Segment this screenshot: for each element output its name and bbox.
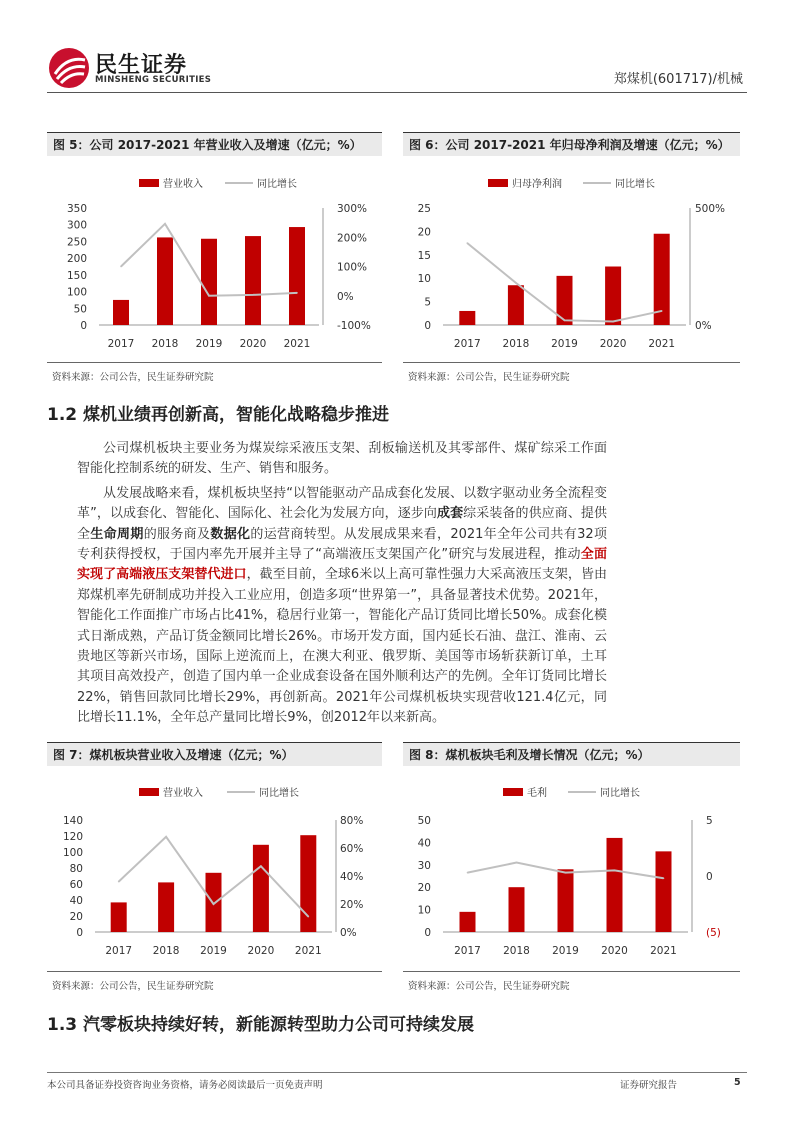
legend-bar-swatch bbox=[503, 788, 523, 796]
legend-line-label: 同比增长 bbox=[257, 179, 297, 190]
legend-bar-label: 毛利 bbox=[527, 788, 547, 799]
left-tick-label: 250 bbox=[66, 236, 87, 249]
fig5-title: 图 5：公司 2017-2021 年营业收入及增速（亿元；%） bbox=[47, 132, 382, 156]
legend-bar-swatch bbox=[139, 179, 159, 187]
growth-point-2017 bbox=[467, 872, 469, 874]
p2-bold-3: 数据化 bbox=[210, 526, 251, 542]
growth-point-2021 bbox=[663, 877, 665, 879]
left-tick-label: 20 bbox=[69, 911, 83, 923]
paragraph-1: 公司煤机板块主要业务为煤炭综采液压支架、刮板输送机及其零部件、煤矿综采工作面智能化控制系统的研发、生产、销售和服务。 bbox=[77, 441, 607, 477]
growth-point-2020 bbox=[260, 865, 262, 867]
growth-point-2017 bbox=[467, 242, 469, 244]
x-tick-label: 2021 bbox=[294, 945, 322, 957]
left-tick-label: 300 bbox=[66, 219, 87, 232]
bar-2018 bbox=[508, 285, 524, 325]
p2-text-c: 综采装备的供应商、提供全 bbox=[77, 506, 607, 542]
legend-bar-label: 归母净利润 bbox=[512, 179, 562, 190]
x-tick-label: 2020 bbox=[239, 338, 267, 350]
right-tick-label: 60% bbox=[340, 843, 364, 855]
x-tick-label: 2017 bbox=[107, 338, 135, 350]
bar-2020 bbox=[605, 267, 621, 326]
right-tick-label: 0% bbox=[695, 320, 712, 332]
left-tick-label: 10 bbox=[417, 904, 431, 917]
x-tick-label: 2021 bbox=[283, 338, 311, 350]
x-tick-label: 2019 bbox=[200, 945, 227, 957]
left-tick-label: 25 bbox=[417, 203, 431, 215]
logo-en: MINSHENG SECURITIES bbox=[95, 75, 212, 85]
right-tick-label: 0 bbox=[706, 871, 713, 883]
x-tick-label: 2017 bbox=[105, 945, 133, 957]
left-tick-label: 40 bbox=[69, 895, 83, 907]
x-tick-label: 2018 bbox=[503, 945, 530, 957]
growth-point-2020 bbox=[614, 870, 616, 872]
fig8-title: 图 8：煤机板块毛利及增长情况（亿元；%） bbox=[403, 742, 740, 766]
right-tick-label: 20% bbox=[340, 899, 364, 911]
left-tick-label: 150 bbox=[66, 269, 87, 282]
growth-point-2018 bbox=[516, 862, 518, 864]
section-1-2-title: 1.2 煤机业绩再创新高，智能化战略稳步推进 bbox=[47, 405, 390, 425]
bar-2018 bbox=[158, 882, 174, 932]
body-text bbox=[77, 439, 607, 733]
fig6-source-divider bbox=[403, 362, 740, 363]
right-tick-label: 200% bbox=[337, 232, 368, 245]
left-tick-label: 200 bbox=[66, 253, 87, 266]
fig7-title: 图 7：煤机板块营业收入及增速（亿元；%） bbox=[47, 742, 382, 766]
right-tick-label: 5 bbox=[706, 815, 713, 827]
right-tick-label: 0% bbox=[337, 290, 354, 303]
bar-2019 bbox=[558, 869, 574, 932]
bar-2020 bbox=[253, 845, 269, 932]
x-tick-label: 2017 bbox=[454, 945, 481, 957]
fig7-source: 资料来源：公司公告，民生证券研究院 bbox=[52, 981, 214, 992]
growth-point-2019 bbox=[564, 320, 566, 322]
x-tick-label: 2019 bbox=[195, 338, 223, 350]
logo-cn: 民生证券 bbox=[95, 53, 188, 78]
left-tick-label: 120 bbox=[62, 831, 83, 843]
growth-point-2017 bbox=[120, 266, 122, 268]
stock-code: 郑煤机(601717)/机械 bbox=[613, 72, 743, 87]
right-tick-label: (5) bbox=[706, 927, 721, 939]
left-tick-label: 100 bbox=[66, 286, 87, 299]
bar-2020 bbox=[607, 838, 623, 932]
fig6-title: 图 6：公司 2017-2021 年归母净利润及增速（亿元；%） bbox=[403, 132, 740, 156]
bar-2021 bbox=[289, 227, 305, 325]
growth-point-2019 bbox=[208, 295, 210, 297]
left-tick-label: 0 bbox=[424, 320, 431, 332]
fig5-source: 资料来源：公司公告，民生证券研究院 bbox=[52, 372, 214, 383]
fig5-source-divider bbox=[47, 362, 382, 363]
growth-point-2021 bbox=[308, 916, 310, 918]
x-tick-label: 2019 bbox=[552, 945, 579, 957]
growth-point-2020 bbox=[252, 294, 254, 296]
footer-report-type: 证券研究报告 bbox=[620, 1080, 678, 1091]
growth-point-2017 bbox=[118, 881, 120, 883]
x-tick-label: 2020 bbox=[599, 338, 627, 350]
section-1-3-title: 1.3 汽零板块持续好转，新能源转型助力公司可持续发展 bbox=[47, 1015, 475, 1035]
left-tick-label: 50 bbox=[417, 815, 431, 827]
right-tick-label: -100% bbox=[337, 320, 371, 332]
fig7-chart bbox=[47, 774, 382, 969]
bar-2017 bbox=[113, 300, 129, 325]
legend-bar-label: 营业收入 bbox=[163, 788, 203, 799]
growth-point-2019 bbox=[565, 872, 567, 874]
fig8-source-divider bbox=[403, 971, 740, 972]
bar-2017 bbox=[111, 902, 127, 932]
legend-bar-label: 营业收入 bbox=[163, 179, 203, 190]
legend-line-label: 同比增长 bbox=[615, 179, 655, 190]
right-tick-label: 0% bbox=[340, 927, 357, 939]
left-tick-label: 140 bbox=[62, 815, 83, 827]
p2-text-e: 的运营商转型。从发展成果来看，2021年全年公司共有32项专利获得授权，于国内率先开展并主导了“高端液压支架国产化”研究与发展进程，推动 bbox=[77, 526, 607, 563]
x-tick-label: 2020 bbox=[247, 945, 275, 957]
x-tick-label: 2021 bbox=[648, 338, 676, 350]
x-tick-label: 2018 bbox=[152, 945, 180, 957]
paragraph-2 bbox=[77, 484, 607, 729]
right-tick-label: 500% bbox=[695, 203, 726, 215]
legend-bar-swatch bbox=[488, 179, 508, 187]
p2-highlight: 全面实现了高端液压支架替代进口 bbox=[77, 547, 607, 583]
fig7-source-divider bbox=[47, 971, 382, 972]
fig5-chart bbox=[47, 165, 382, 360]
bar-2021 bbox=[656, 851, 672, 932]
logo bbox=[47, 46, 217, 90]
left-tick-label: 15 bbox=[417, 249, 431, 262]
bar-2017 bbox=[459, 311, 475, 325]
logo-mark-icon bbox=[47, 46, 91, 90]
left-tick-label: 100 bbox=[62, 847, 83, 859]
x-tick-label: 2020 bbox=[601, 945, 628, 957]
x-tick-label: 2019 bbox=[551, 338, 578, 350]
legend-line-label: 同比增长 bbox=[259, 788, 299, 799]
left-tick-label: 80 bbox=[69, 863, 83, 875]
growth-point-2021 bbox=[296, 292, 298, 294]
bar-2018 bbox=[157, 237, 173, 325]
left-tick-label: 0 bbox=[80, 320, 87, 332]
fig8-chart bbox=[403, 774, 740, 969]
bar-2019 bbox=[201, 239, 217, 325]
left-tick-label: 20 bbox=[417, 882, 431, 895]
left-tick-label: 350 bbox=[66, 203, 87, 215]
bar-2019 bbox=[557, 276, 573, 325]
bar-2017 bbox=[460, 912, 476, 932]
fig6-source: 资料来源：公司公告，民生证券研究院 bbox=[408, 372, 570, 383]
right-tick-label: 100% bbox=[337, 261, 368, 274]
header-divider bbox=[47, 92, 747, 93]
fig6-chart bbox=[403, 165, 740, 360]
left-tick-label: 50 bbox=[73, 303, 87, 316]
right-tick-label: 300% bbox=[337, 203, 368, 215]
page-number: 5 bbox=[734, 1077, 741, 1088]
growth-point-2018 bbox=[515, 282, 517, 284]
p2-bold-2: 生命周期 bbox=[90, 526, 144, 542]
left-tick-label: 30 bbox=[417, 859, 431, 872]
x-tick-label: 2021 bbox=[650, 945, 677, 957]
growth-point-2018 bbox=[165, 836, 167, 838]
left-tick-label: 20 bbox=[417, 226, 431, 239]
bar-2018 bbox=[509, 887, 525, 932]
growth-point-2020 bbox=[612, 321, 614, 323]
growth-point-2019 bbox=[213, 903, 215, 905]
legend-bar-swatch bbox=[139, 788, 159, 796]
right-tick-label: 40% bbox=[340, 871, 364, 883]
p2-text-a: 从发展战略来看，煤机板块坚持“以智能驱动产品成套化发展、以数字驱动业务全流程变革”，以成套化、智能化、国际化、社会化为发展方向，逐步向 bbox=[77, 485, 607, 522]
growth-point-2018 bbox=[164, 223, 166, 225]
fig8-source: 资料来源：公司公告，民生证券研究院 bbox=[408, 981, 570, 992]
left-tick-label: 5 bbox=[424, 296, 431, 309]
p2-bold-1: 成套 bbox=[437, 506, 464, 522]
x-tick-label: 2017 bbox=[453, 338, 481, 350]
right-tick-label: 80% bbox=[340, 815, 364, 827]
bar-2020 bbox=[245, 236, 261, 325]
left-tick-label: 60 bbox=[69, 879, 83, 891]
x-tick-label: 2018 bbox=[502, 338, 530, 350]
footer-disclaimer: 本公司具备证券投资咨询业务资格，请务必阅读最后一页免责声明 bbox=[47, 1080, 323, 1091]
growth-point-2021 bbox=[661, 310, 663, 312]
legend-line-label: 同比增长 bbox=[600, 788, 640, 799]
p2-text-d: 的服务商及 bbox=[143, 526, 211, 542]
footer-divider bbox=[47, 1072, 747, 1073]
bar-2021 bbox=[300, 835, 316, 932]
x-tick-label: 2018 bbox=[151, 338, 179, 350]
left-tick-label: 0 bbox=[76, 927, 83, 939]
p2-text-f: ，截至目前，全球6米以上高可靠性强力大采高液压支架，皆由郑煤机率先研制成功并投入工业应用，创造多项“世界第一”，具备显著技术优势。2021年，智能化工作面推广市场占比41%，稳居行业第一，智能化产品订货同比增长50%。成套化模式日渐成熟，产品订货金额同比增长26%。市场开发方面，国内延长石油、盘江、淮南、云贵地区等新兴市场，国际上逆流而上，在澳大利亚、俄罗斯、美国等市场斩获新订单，土耳其项目高效投产，创造了国内单一企业成套设备在国外顺利达产的先例。全年订货同比增长22%，销售回款同比增长29%，再创新高。2021年公司煤机板块实现营收121.4亿元，同比增长11.1%，全年总产量同比增长9%，创2012年以来新高。 bbox=[77, 567, 607, 726]
left-tick-label: 10 bbox=[417, 273, 431, 286]
left-tick-label: 0 bbox=[424, 927, 431, 939]
left-tick-label: 40 bbox=[417, 837, 431, 850]
